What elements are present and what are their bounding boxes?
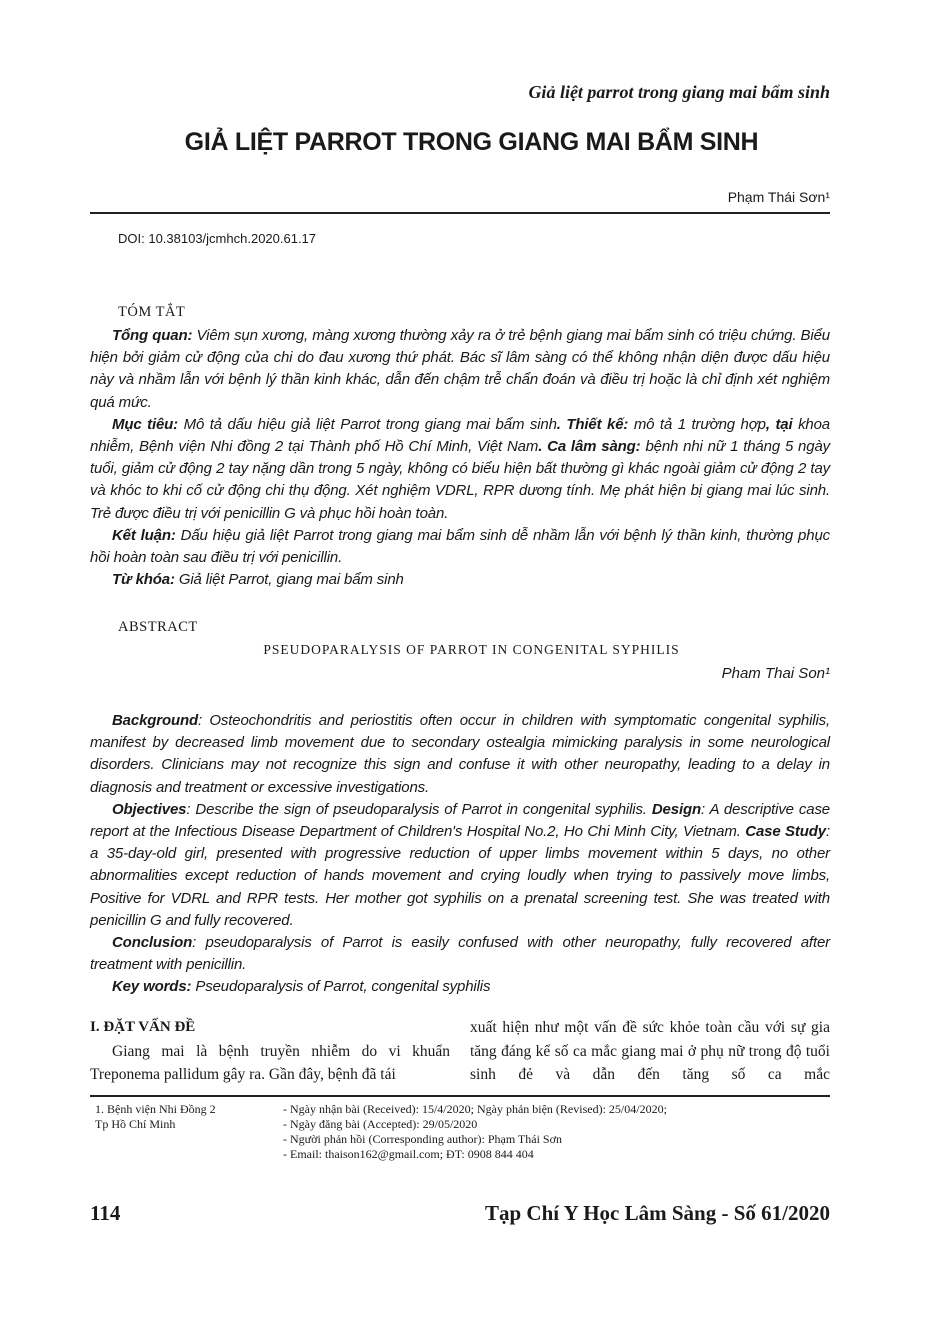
label: Tổng quan: — [112, 327, 193, 344]
en-title: PSEUDOPARALYSIS OF PARROT IN CONGENITAL SYPHILIS — [263, 642, 680, 657]
vn-abstract-heading: TÓM TẮT — [118, 304, 186, 320]
text: Pseudoparalysis of Parrot, congenital syphilis — [191, 978, 491, 996]
affiliation-line: 1. Bệnh viện Nhi Đồng 2 — [95, 1102, 216, 1116]
en-abstract — [90, 710, 830, 999]
label: Case Study — [745, 823, 826, 841]
vn-keywords — [90, 569, 830, 591]
accepted-date: - Ngày đăng bài (Accepted): 29/05/2020 — [283, 1117, 478, 1131]
label: Background — [112, 712, 199, 729]
article-title: GIẢ LIỆT PARROT TRONG GIANG MAI BẨM SINH — [184, 128, 759, 156]
text: : Describe the sign of pseudoparalysis of Parrot in congenital syphilis. — [186, 800, 652, 818]
received-date: - Ngày nhận bài (Received): 15/4/2020; Ngày phản biện (Revised): 25/04/2020; — [283, 1102, 667, 1116]
affiliation-line: Tp Hồ Chí Minh — [95, 1117, 176, 1131]
vn-conclusion — [90, 525, 830, 569]
vn-abstract — [90, 325, 830, 591]
label: Objectives — [112, 800, 187, 818]
text: : a 35-day-old girl, presented with progressive reduction of upper limbs movement within 5 days, no other abnormalities except reduction of hands movement and crying loudly when trying to passively move limbs, Positive for VDRL and RPR tests. Her mother got syphilis on a prenatal screening test. She was treated with penicillin G and fully recovered. — [90, 823, 831, 929]
body-text: Giang mai là bệnh truyền nhiễm do vi khuẩn Treponema pallidum gây ra. Gần đây, bệnh đã tái — [90, 1042, 450, 1083]
en-keywords — [90, 976, 830, 998]
label: Key words: — [112, 978, 192, 996]
header-divider — [90, 212, 830, 214]
text: Dấu hiệu giả liệt Parrot trong giang mai bẩm sinh dễ nhầm lẫn với bệnh lý thần kinh, thường phục hồi hoàn toàn sau điều trị với penicillin. — [90, 526, 830, 567]
label: Từ khóa: — [112, 571, 175, 589]
label: Conclusion — [112, 934, 193, 952]
corresponding-author: - Người phản hồi (Corresponding author): Phạm Thái Sơn — [283, 1132, 562, 1146]
label: Design — [651, 800, 701, 818]
body-column-right: xuất hiện như một vấn đề sức khỏe toàn cầu với sự gia tăng đáng kể số ca mắc giang mai ở phụ nữ trong độ tuổi sinh đẻ và dẫn đến tăng số ca mắc — [470, 1019, 830, 1083]
label: Mục tiêu: — [112, 415, 179, 433]
text: : Osteochondritis and periostitis often occur in children with symptomatic congenital syphilis, manifest by decreased limb movement due to secondary ostealgia mimicking paralysis in some neurological disorders. Clinicians may not recognize this sign and confuse it with other neuropathy, leading to a delay in diagnosis and treatment or excessive investigations. — [90, 712, 830, 796]
running-title: Giả liệt parrot trong giang mai bẩm sinh — [528, 82, 830, 102]
text: Mô tả dấu hiệu giả liệt Parrot trong giang mai bẩm sinh — [178, 415, 557, 433]
section-heading: I. ĐẶT VẤN ĐỀ — [90, 1019, 196, 1035]
text: : pseudoparalysis of Parrot is easily confused with other neuropathy, fully recovered after treatment with penicillin. — [90, 934, 830, 974]
text: bệnh nhi nữ 1 tháng 5 ngày tuổi, giảm cử động 2 tay nặng dần trong 5 ngày, không có biểu hiện bất thường gì khác ngoài giảm cử động 2 tay và khóc to khi cố cử động chi thụ động. Xét nghiệm VDRL, RPR dương tính. Mẹ phát hiện bị giang mai lúc sinh. Trẻ được điều trị với penicillin G và phục hồi hoàn toàn. — [90, 438, 830, 522]
vn-overview — [90, 325, 830, 414]
label: , tại — [765, 415, 793, 433]
en-conclusion — [90, 932, 830, 976]
author: Phạm Thái Sơn¹ — [727, 189, 830, 205]
footnote-divider — [90, 1095, 830, 1097]
label: . Ca lâm sàng: — [538, 438, 641, 456]
en-background — [90, 710, 830, 799]
contact: - Email: thaison162@gmail.com; ĐT: 0908 844 404 — [283, 1147, 534, 1161]
en-author: Pham Thai Son¹ — [721, 665, 830, 682]
journal-name: Tạp Chí Y Học Lâm Sàng - Số 61/2020 — [485, 1201, 830, 1225]
doi: DOI: 10.38103/jcmhch.2020.61.17 — [118, 231, 317, 246]
affiliation-footnote — [95, 1102, 265, 1132]
text: Viêm sụn xương, màng xương thường xảy ra ở trẻ bệnh giang mai bẩm sinh có triệu chứng. Biểu hiện bởi giảm cử động của chi do đau xương thứ phát. Bác sĩ lâm sàng có thể không nhận diện được dấu hiệu này và nhầm lẫn với bệnh lý thần kinh khác, dẫn đến chậm trễ chẩn đoán và điều trị hoặc là chỉ định xét nghiệm quá mức. — [90, 327, 830, 411]
text: mô tả 1 trường hợp — [628, 415, 766, 433]
article-info-footnote — [283, 1102, 833, 1162]
text: Giả liệt Parrot, giang mai bẩm sinh — [174, 571, 404, 589]
label: . Thiết kế: — [556, 415, 629, 433]
text: : A descriptive case report at the Infectious Disease Department of Children's Hospital No.2, Ho Chi Minh City, Vietnam. — [90, 800, 830, 841]
vn-objective — [90, 414, 830, 525]
en-objectives — [90, 799, 830, 932]
label: Kết luận: — [112, 526, 176, 544]
en-abstract-heading: ABSTRACT — [118, 619, 198, 635]
text: khoa nhiễm, Bệnh viện Nhi đồng 2 tại Thành phố Hồ Chí Minh, Việt Nam — [90, 415, 830, 456]
body-column-left — [90, 1016, 450, 1087]
page-number: 114 — [90, 1201, 121, 1225]
